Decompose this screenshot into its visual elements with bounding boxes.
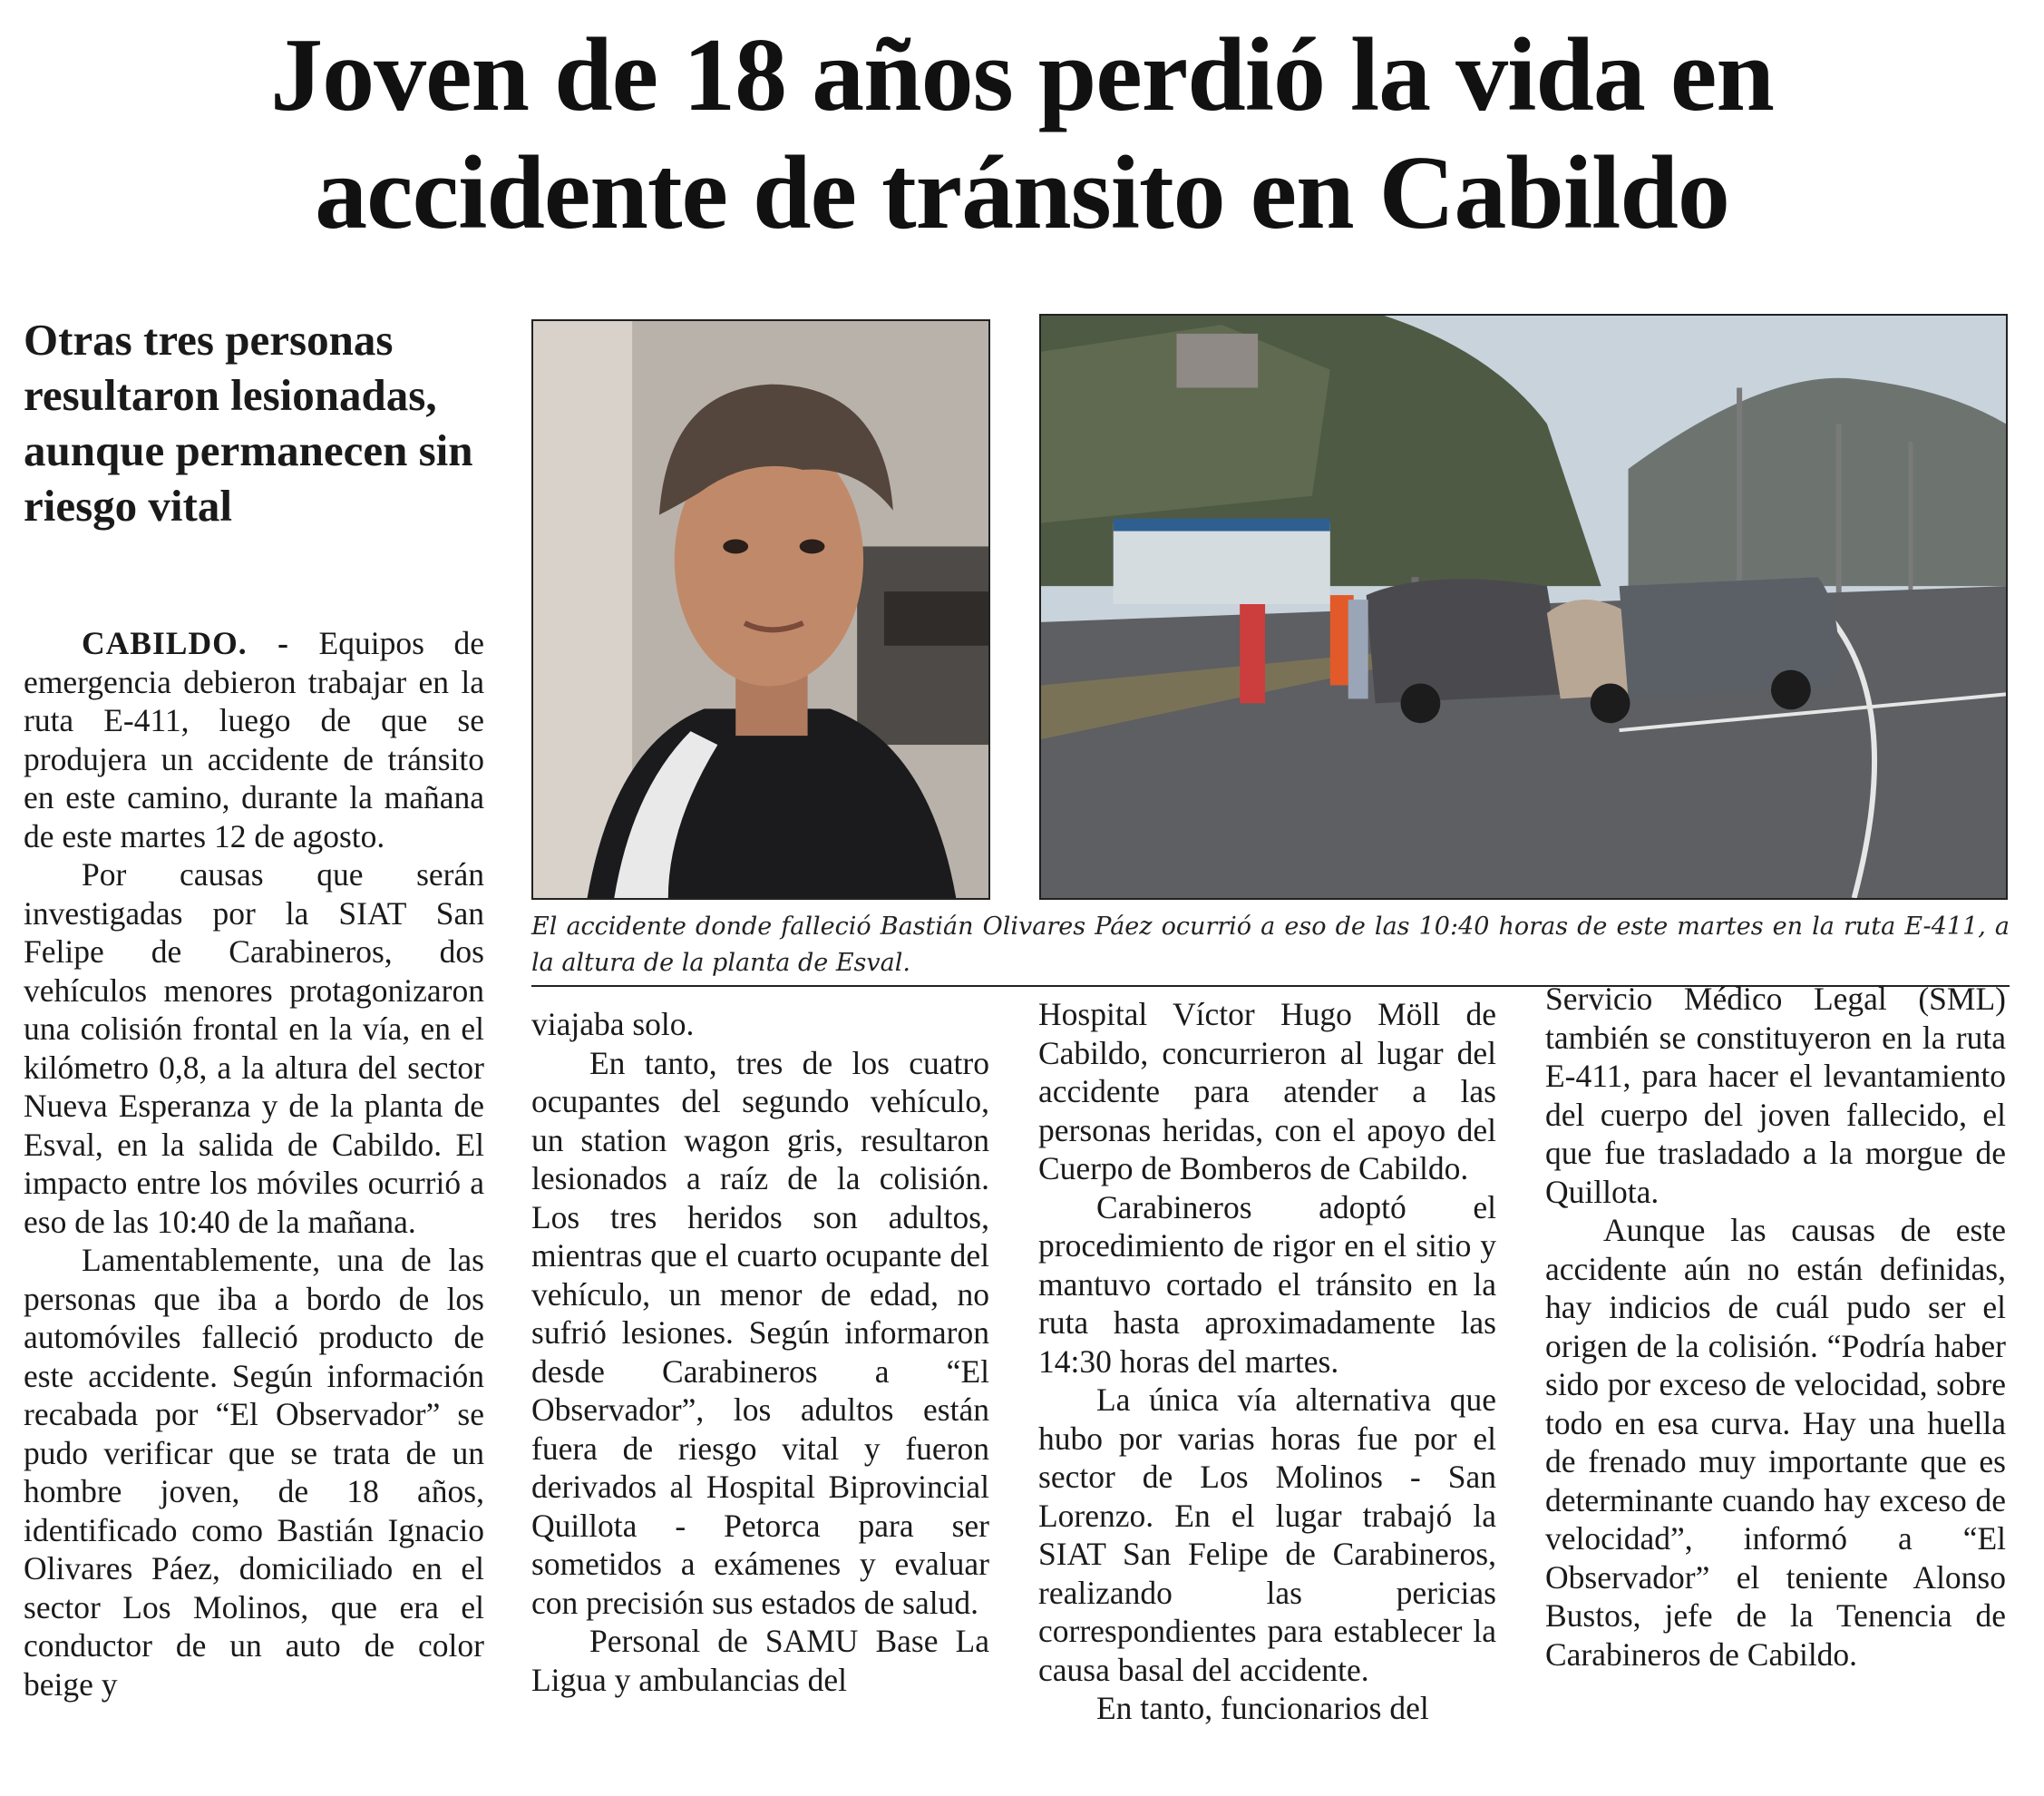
- headline-line-1: Joven de 18 años perdió la vida en: [270, 17, 1774, 133]
- paragraph: Personal de SAMU Base La Ligua y ambulancias del: [531, 1623, 989, 1698]
- headline: [0, 16, 2044, 252]
- article-column-3: [1038, 995, 1496, 1728]
- accident-scene-photo: [1039, 314, 2008, 900]
- paragraph: La única vía alternativa que hubo por varias horas fue por el sector de Los Molinos - San Lorenzo. En el lugar trabajó la SIAT San Felipe de Carabineros, realizando las pericias correspondientes para establecer la causa basal del accidente.: [1038, 1381, 1496, 1688]
- subheadline: Otras tres personas resultaron lesionadas, aunque permanecen sin riesgo vital: [24, 315, 473, 531]
- headline-line-2: accidente de tránsito en Cabildo: [315, 135, 1729, 251]
- paragraph: Aunque las causas de este accidente aún no están definidas, hay indicios de cuál pudo ser el origen de la colisión. “Podría haber sido por exceso de velocidad, sobre todo en esa curva. Hay una huella de frenado muy importante que es determinante cuando hay exceso de velocidad”, informó a “El Observador” el teniente Alonso Bustos, jefe de la Tenencia de Carabineros de Cabildo.: [1545, 1212, 2006, 1673]
- paragraph: En tanto, tres de los cuatro ocupantes del segundo vehículo, un station wagon gris, resultaron lesionados a raíz de la colisión. Los tres heridos son adultos, mientras que el cuarto ocupante del vehículo, un menor de edad, no sufrió lesiones. Según informaron desde Carabineros a “El Observador”, los adultos están fuera de riesgo vital y fueron derivados al Hospital Biprovincial Quillota - Petorca para ser sometidos a exámenes y evaluar con precisión sus estados de salud.: [531, 1044, 989, 1621]
- accident-scene-illustration: [1041, 316, 2006, 898]
- paragraph: [24, 624, 484, 855]
- dateline: CABILDO. -: [82, 625, 289, 661]
- portrait-illustration: [533, 321, 988, 898]
- portrait-photo: [531, 319, 990, 900]
- article-column-2: [531, 1005, 989, 1699]
- paragraph-text: Equipos de emergencia debieron trabajar en la ruta E-411, luego de que se produjera un accidente de tránsito en este camino, durante la mañana de este martes 12 de agosto.: [24, 625, 484, 854]
- paragraph: Carabineros adoptó el procedimiento de rigor en el sitio y mantuvo cortado el tránsito en la ruta hasta aproximadamente las 14:30 horas del martes.: [1038, 1188, 1496, 1380]
- paragraph: En tanto, funcionarios del: [1096, 1690, 1429, 1726]
- paragraph: Hospital Víctor Hugo Möll de Cabildo, concurrieron al lugar del accidente para atender a las personas heridas, con el apoyo del Cuerpo de Bomberos de Cabildo.: [1038, 996, 1496, 1186]
- paragraph: Lamentablemente, una de las personas que iba a bordo de los automóviles falleció producto de este accidente. Según información recabada por “El Observador” se pudo verificar que se trata de un hombre joven, de 18 años, identificado como Bastián Ignacio Olivares Páez, domiciliado en el sector Los Molinos, que era el conductor de un auto de color beige y: [24, 1242, 484, 1703]
- paragraph: Servicio Médico Legal (SML) también se constituyeron en la ruta E-411, para hacer el levantamiento del cuerpo del joven fallecido, el que fue trasladado a la morgue de Quillota.: [1545, 981, 2006, 1210]
- paragraph: viajaba solo.: [531, 1006, 695, 1042]
- photo-caption: El accidente donde falleció Bastián Olivares Páez ocurrió a eso de las 10:40 horas de este martes en la ruta E-411, a la altura de la planta de Esval.: [531, 913, 2010, 977]
- article-column-1: [24, 624, 484, 1703]
- article-column-4: [1545, 980, 2006, 1674]
- paragraph: Por causas que serán investigadas por la SIAT San Felipe de Carabineros, dos vehículos menores protagonizaron una colisión frontal en la vía, en el kilómetro 0,8, a la altura del sector Nueva Esperanza y de la planta de Esval, en la salida de Cabildo. El impacto entre los móviles ocurrió a eso de las 10:40 de la mañana.: [24, 856, 484, 1240]
